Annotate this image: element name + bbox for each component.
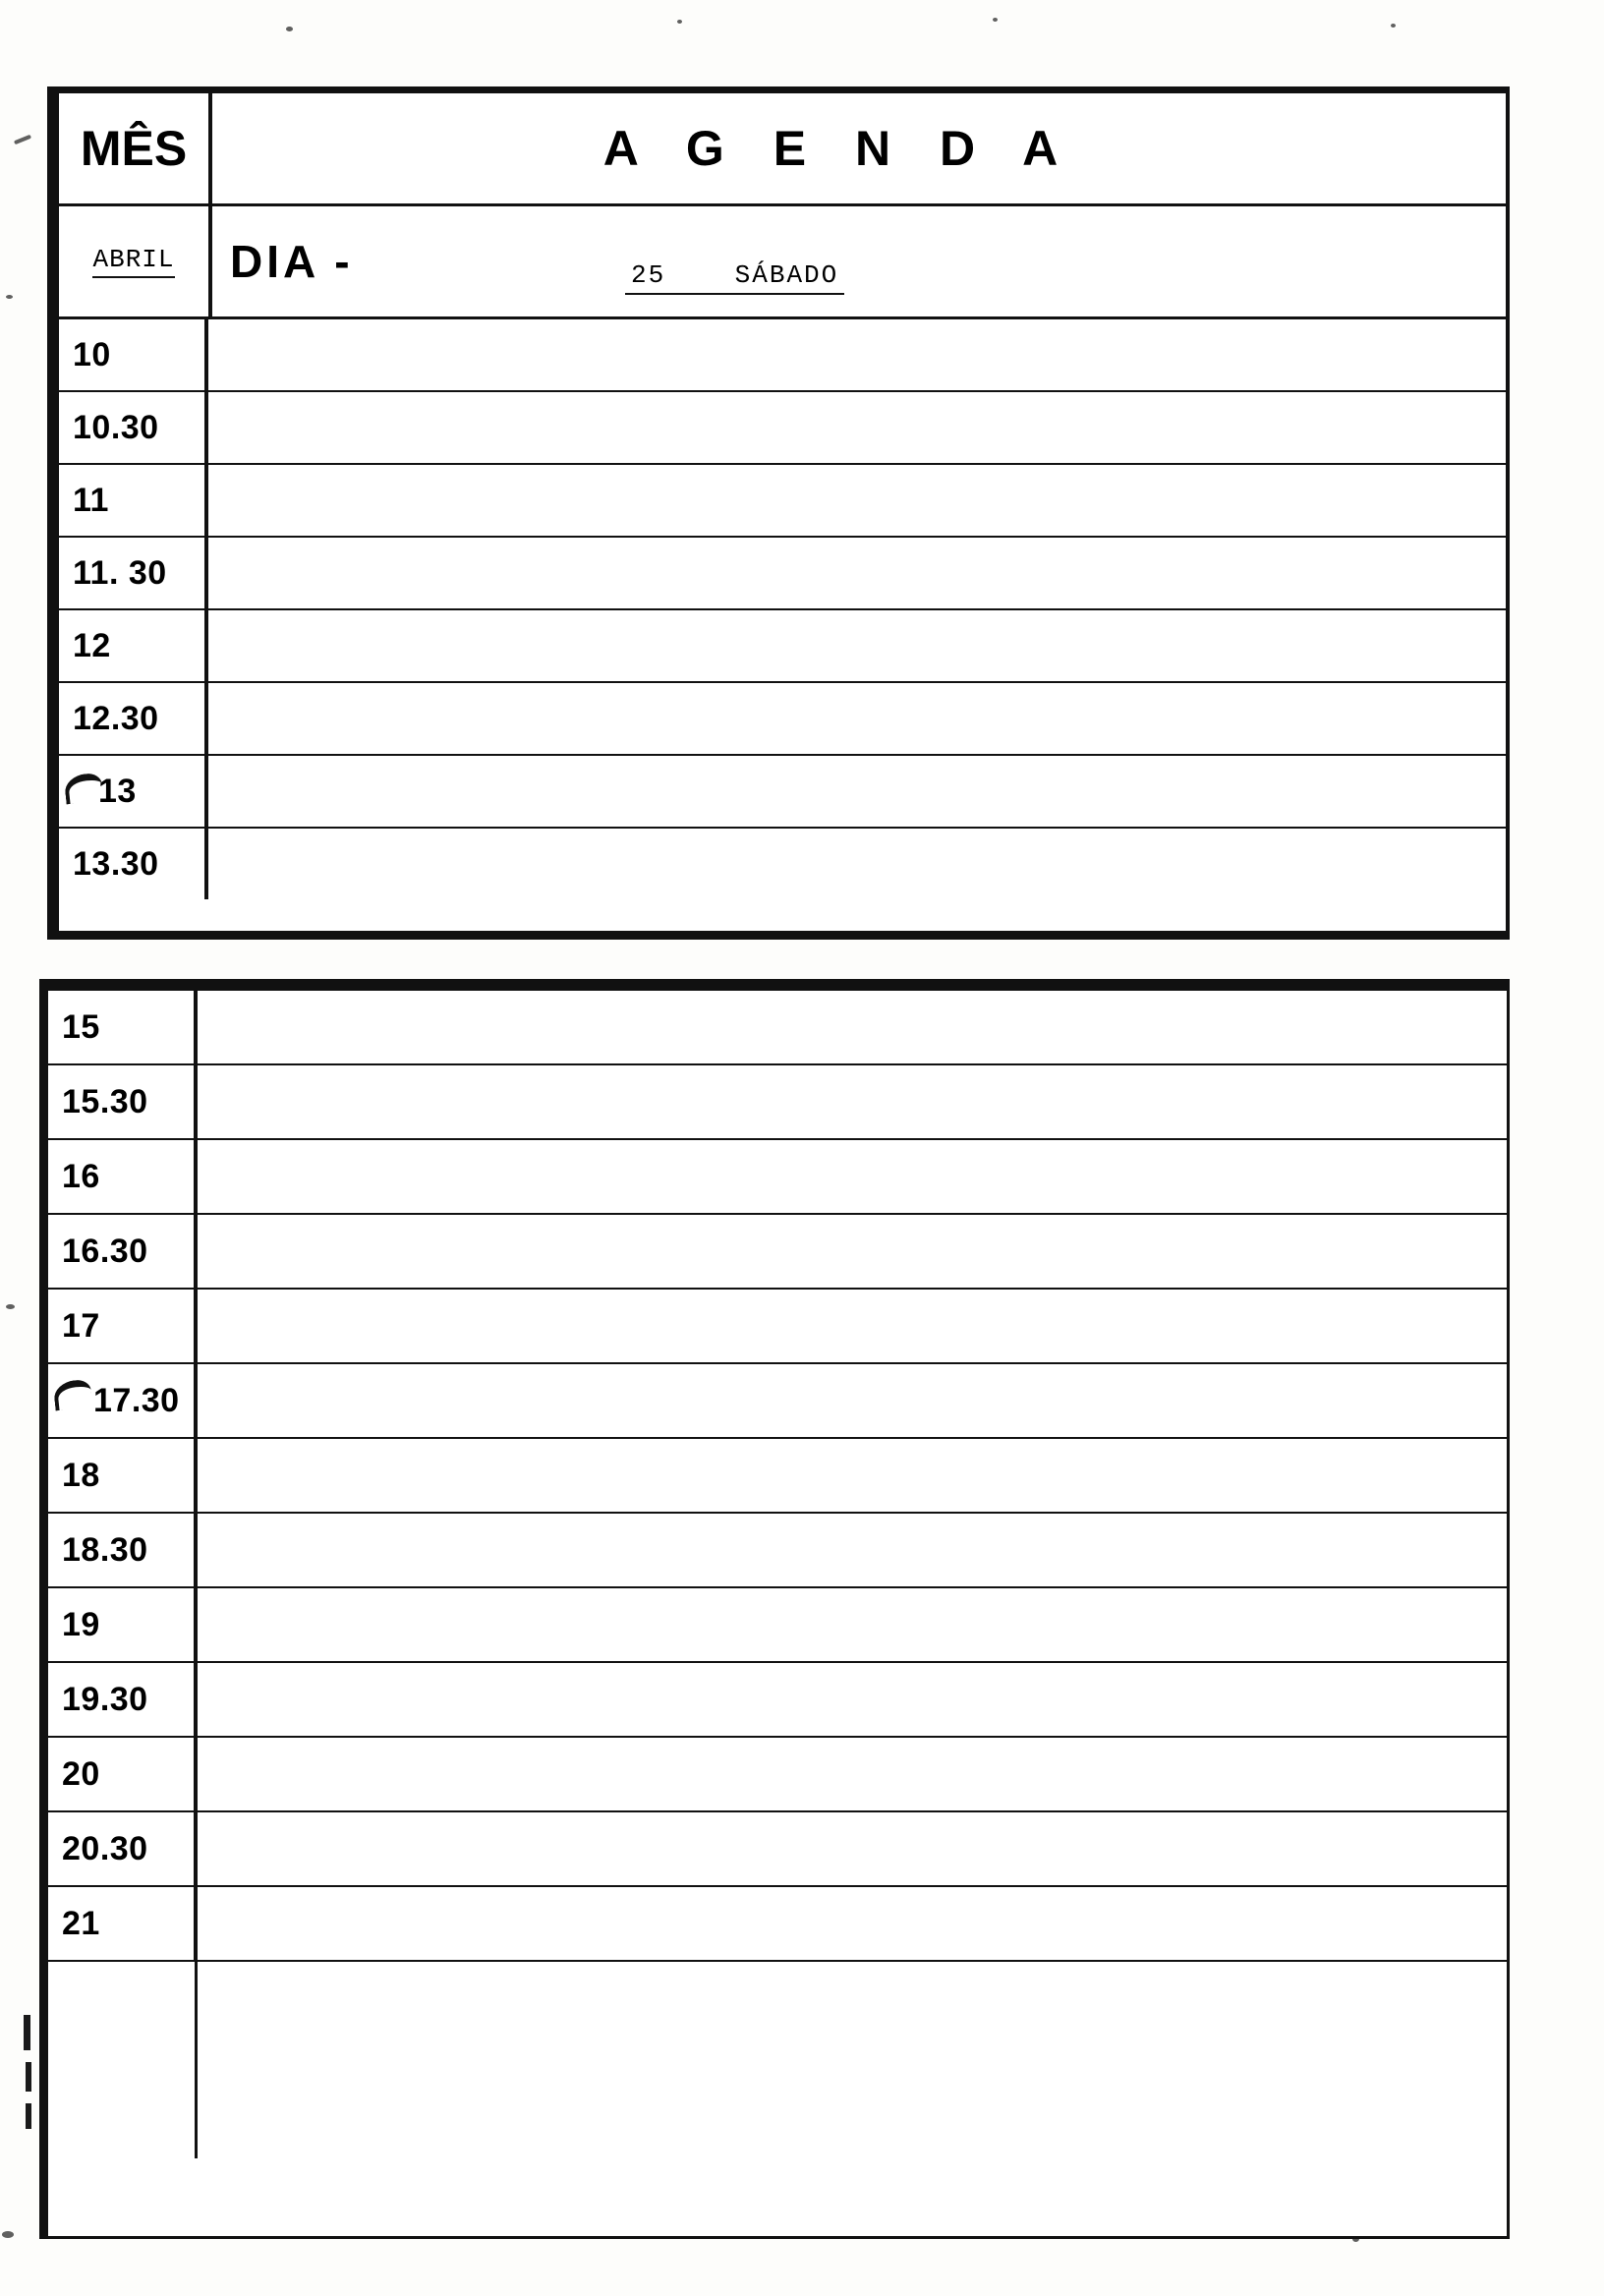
note-field[interactable] (198, 1588, 1507, 1661)
time-label: 12.30 (59, 683, 208, 754)
page-title (212, 93, 1506, 203)
afternoon-schedule-block (39, 979, 1510, 2239)
time-label: 16 (48, 1140, 198, 1213)
schedule-row[interactable] (48, 1140, 1507, 1215)
month-value-cell (59, 206, 212, 316)
time-label: 18 (48, 1439, 198, 1512)
note-field[interactable] (198, 1364, 1507, 1437)
time-label: 12 (59, 610, 208, 681)
day-header-row (59, 206, 1506, 319)
time-label-blank (48, 1962, 198, 2158)
schedule-row[interactable] (59, 829, 1506, 899)
time-label: 17.30 (48, 1364, 198, 1437)
time-label: 15.30 (48, 1065, 198, 1138)
page-title-text: A G E N D A (602, 121, 1076, 176)
schedule-row[interactable] (48, 1439, 1507, 1514)
schedule-row[interactable] (48, 1588, 1507, 1663)
schedule-row[interactable] (48, 1065, 1507, 1140)
schedule-row[interactable] (59, 610, 1506, 683)
scan-speck (1391, 24, 1396, 28)
note-field[interactable] (198, 1065, 1507, 1138)
time-label: 19.30 (48, 1663, 198, 1736)
time-label: 11 (59, 465, 208, 536)
note-field[interactable] (198, 1290, 1507, 1362)
time-label: 18.30 (48, 1514, 198, 1586)
scan-speck (6, 295, 13, 299)
scan-speck (14, 135, 31, 144)
pen-mark-icon (64, 773, 104, 805)
schedule-row[interactable] (48, 1514, 1507, 1588)
note-field[interactable] (198, 1215, 1507, 1288)
schedule-row[interactable] (48, 1812, 1507, 1887)
schedule-row[interactable] (59, 683, 1506, 756)
scan-speck (6, 1304, 15, 1309)
time-label: 10.30 (59, 392, 208, 463)
schedule-row[interactable] (59, 392, 1506, 465)
note-field[interactable] (198, 1140, 1507, 1213)
schedule-row[interactable] (59, 319, 1506, 392)
schedule-row[interactable] (48, 1887, 1507, 1962)
time-label: 21 (48, 1887, 198, 1960)
time-label: 13.30 (59, 829, 208, 899)
time-label: 11. 30 (59, 538, 208, 608)
note-field[interactable] (208, 610, 1506, 681)
time-label: 20 (48, 1738, 198, 1810)
page-header-row (59, 93, 1506, 206)
day-label-cell (212, 206, 1506, 316)
note-field[interactable] (198, 1514, 1507, 1586)
note-field[interactable] (198, 1887, 1507, 1960)
schedule-row[interactable] (48, 1290, 1507, 1364)
time-label: 20.30 (48, 1812, 198, 1885)
day-label: DIA - (230, 236, 354, 287)
note-field[interactable] (198, 1962, 1507, 2158)
scan-edge-mark (26, 2103, 31, 2129)
note-field[interactable] (208, 829, 1506, 899)
schedule-row[interactable] (48, 1738, 1507, 1812)
schedule-row[interactable] (48, 1215, 1507, 1290)
pen-mark-icon (53, 1379, 93, 1411)
note-field[interactable] (208, 392, 1506, 463)
month-column-header (59, 93, 212, 203)
note-field[interactable] (208, 538, 1506, 608)
morning-schedule-block (47, 86, 1510, 940)
schedule-row[interactable] (48, 991, 1507, 1065)
time-label: 13 (59, 756, 208, 827)
scan-speck (677, 20, 682, 24)
schedule-row[interactable] (48, 1663, 1507, 1738)
note-field[interactable] (198, 1663, 1507, 1736)
time-label: 17 (48, 1290, 198, 1362)
note-field[interactable] (208, 465, 1506, 536)
schedule-row[interactable] (59, 756, 1506, 829)
weekday-name: SÁBADO (734, 260, 839, 290)
schedule-row[interactable] (48, 1364, 1507, 1439)
overflow-note-area[interactable] (48, 1962, 1507, 2158)
note-field[interactable] (208, 319, 1506, 390)
scan-speck (286, 27, 293, 31)
schedule-row[interactable] (59, 538, 1506, 610)
month-value: ABRIL (92, 245, 174, 278)
note-field[interactable] (198, 1439, 1507, 1512)
scan-edge-mark (24, 2015, 30, 2050)
scan-edge-mark (26, 2062, 31, 2092)
note-field[interactable] (198, 1812, 1507, 1885)
note-field[interactable] (198, 991, 1507, 1063)
scan-speck (2, 2231, 14, 2238)
day-number-and-weekday (625, 260, 844, 295)
time-label: 10 (59, 319, 208, 390)
time-label: 16.30 (48, 1215, 198, 1288)
schedule-row[interactable] (59, 465, 1506, 538)
note-field[interactable] (208, 683, 1506, 754)
time-label: 15 (48, 991, 198, 1063)
time-label: 19 (48, 1588, 198, 1661)
scan-speck (993, 18, 998, 22)
day-number: 25 (631, 260, 666, 290)
note-field[interactable] (198, 1738, 1507, 1810)
note-field[interactable] (208, 756, 1506, 827)
month-column-label: MÊS (80, 121, 188, 176)
